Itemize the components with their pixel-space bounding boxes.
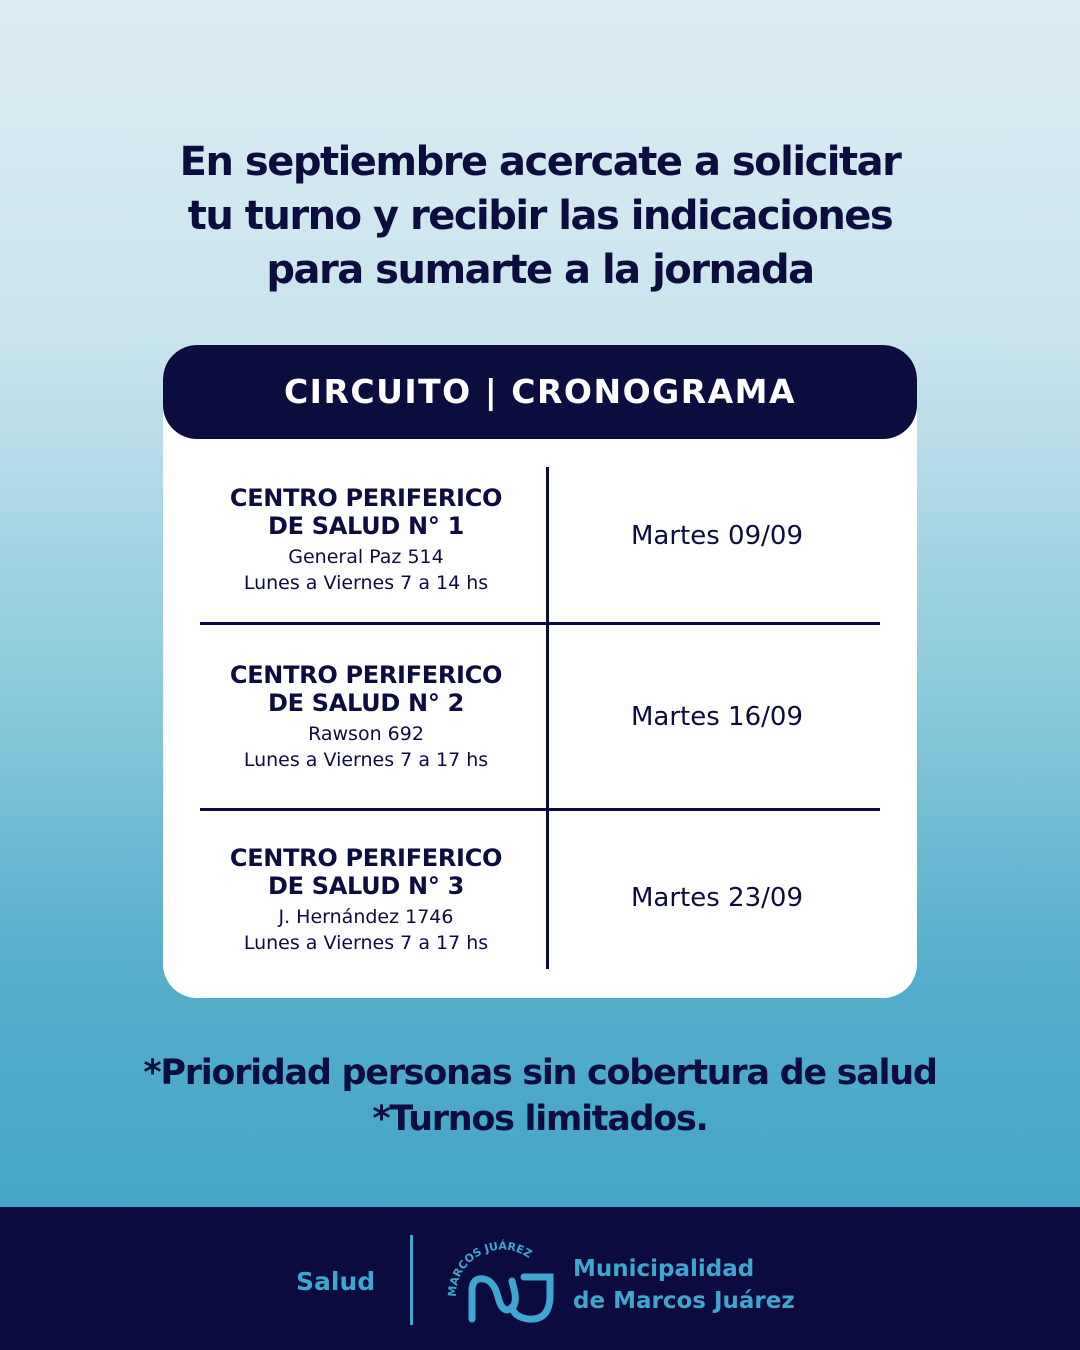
- row-divider-2: [200, 808, 880, 811]
- note-priority: *Prioridad personas sin cobertura de salud: [143, 1053, 937, 1093]
- date-2: Martes 16/09: [631, 702, 803, 732]
- center-hours: Lunes a Viernes 7 a 17 hs: [243, 932, 489, 954]
- footer-divider: [410, 1235, 413, 1325]
- center-address: Rawson 692: [308, 723, 424, 745]
- municipality-logo-icon: [440, 1237, 564, 1327]
- center-name-line2: DE SALUD N° 2: [268, 689, 464, 717]
- headline-line-3: para sumarte a la jornada: [266, 247, 814, 293]
- department-label: Salud: [296, 1267, 376, 1296]
- schedule-card: [163, 345, 917, 998]
- center-name-line2: DE SALUD N° 1: [268, 512, 464, 540]
- center-info-1: [186, 484, 546, 596]
- center-name-line1: CENTRO PERIFERICO: [229, 661, 503, 689]
- headline-line-2: tu turno y recibir las indicaciones: [187, 193, 893, 239]
- schedule-header: CIRCUITO | CRONOGRAMA: [163, 345, 917, 439]
- center-name-line2: DE SALUD N° 3: [268, 872, 464, 900]
- logo-arc-text: MARCOS JUÁREZ: [445, 1239, 535, 1298]
- center-hours: Lunes a Viernes 7 a 17 hs: [243, 749, 489, 771]
- center-name-line1: CENTRO PERIFERICO: [229, 484, 503, 512]
- org-line-1: Municipalidad: [573, 1256, 755, 1282]
- headline: [0, 135, 1080, 297]
- headline-line-1: En septiembre acercate a solicitar: [179, 139, 901, 185]
- center-name-line1: CENTRO PERIFERICO: [229, 844, 503, 872]
- footer: [0, 1207, 1080, 1350]
- center-address: General Paz 514: [288, 546, 444, 568]
- notes: [0, 1050, 1080, 1142]
- center-address: J. Hernández 1746: [278, 906, 454, 928]
- note-limited: *Turnos limitados.: [372, 1099, 708, 1139]
- center-info-2: [186, 661, 546, 773]
- center-hours: Lunes a Viernes 7 a 14 hs: [243, 572, 489, 594]
- date-1: Martes 09/09: [631, 521, 803, 551]
- org-line-2: de Marcos Juárez: [573, 1288, 795, 1314]
- organization-name: [573, 1253, 795, 1317]
- center-info-3: [186, 844, 546, 956]
- date-3: Martes 23/09: [631, 883, 803, 913]
- row-divider-1: [200, 622, 880, 625]
